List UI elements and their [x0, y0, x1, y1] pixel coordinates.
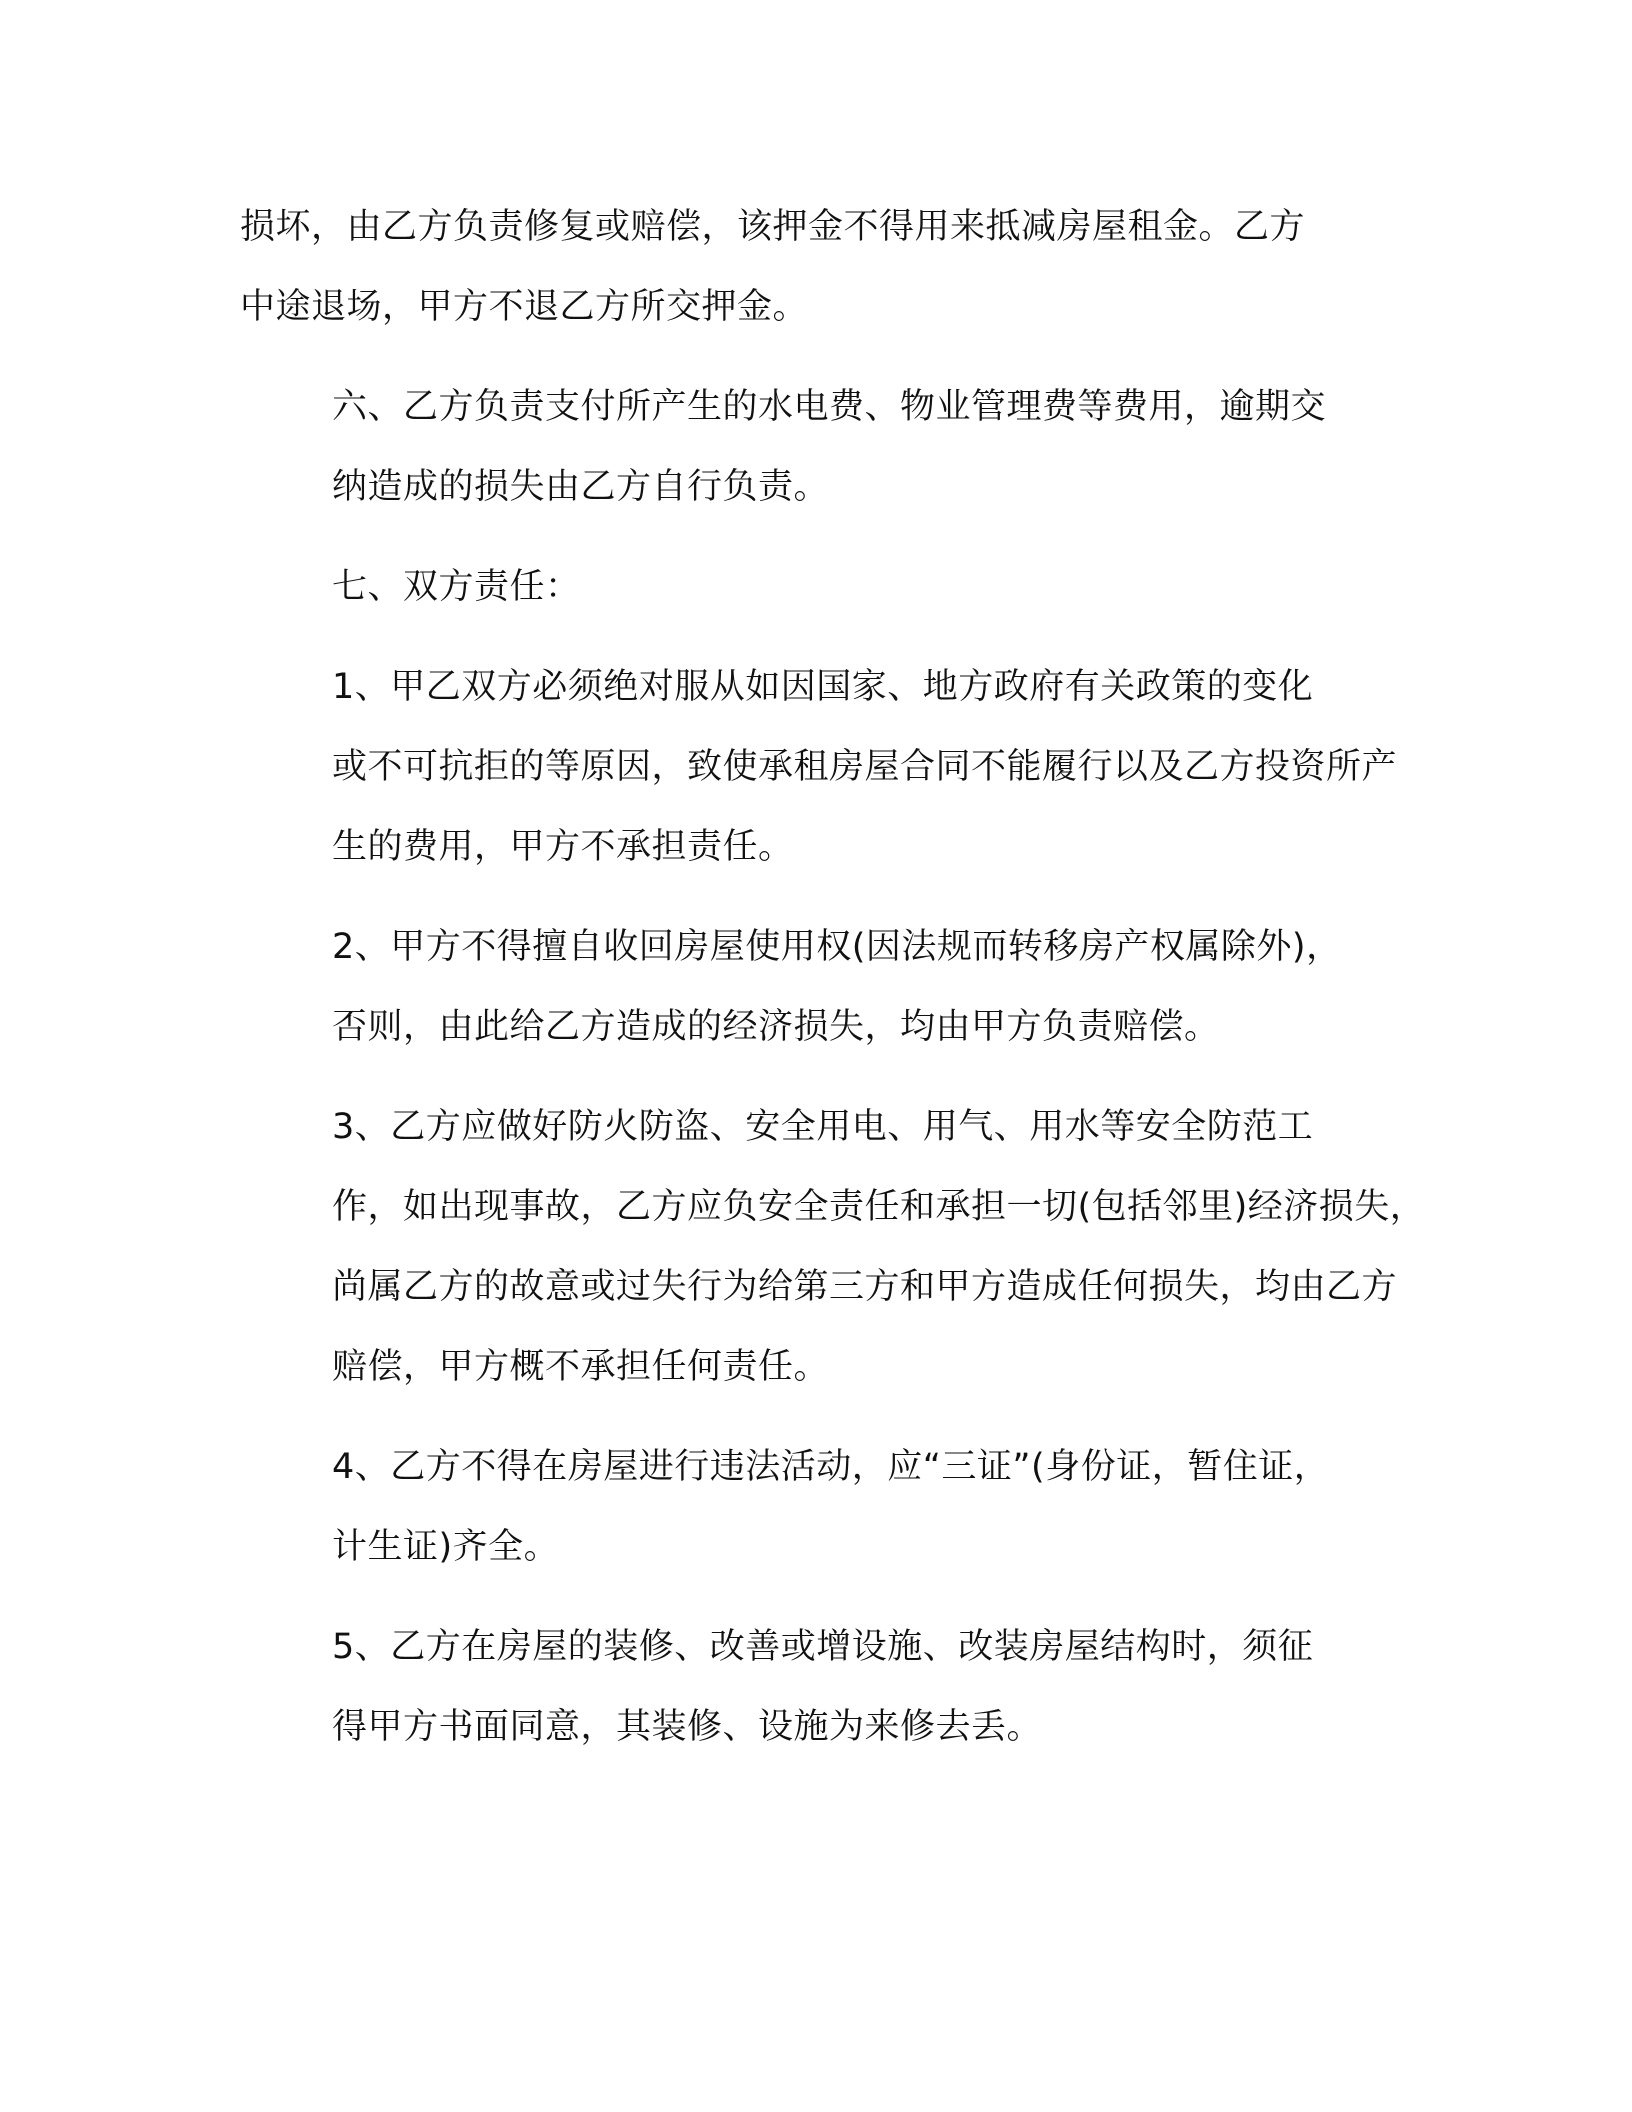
text-line: 5、乙方在房屋的装修、改善或增设施、改装房屋结构时，须征: [332, 1627, 1314, 1667]
text-line: 生的费用，甲方不承担责任。: [332, 827, 794, 867]
paragraph-item-3: [240, 1087, 1426, 1407]
text-line: 中途退场，甲方不退乙方所交押金。: [240, 287, 809, 327]
text-line: 得甲方书面同意，其装修、设施为来修去丢。: [332, 1707, 1043, 1747]
text-line: 3、乙方应做好防火防盗、安全用电、用气、用水等安全防范工: [332, 1107, 1314, 1147]
paragraph-item-2: [240, 907, 1412, 1067]
text-line: 计生证)齐全。: [332, 1527, 560, 1567]
text-line: 1、甲乙双方必须绝对服从如因国家、地方政府有关政策的变化: [332, 667, 1314, 707]
text-line: 纳造成的损失由乙方自行负责。: [332, 467, 830, 507]
paragraph-item-1: [240, 647, 1412, 887]
text-line: 尚属乙方的故意或过失行为给第三方和甲方造成任何损失，均由乙方: [332, 1267, 1398, 1307]
text-line: 赔偿，甲方概不承担任何责任。: [332, 1347, 830, 1387]
text-line: 作，如出现事故，乙方应负安全责任和承担一切(包括邻里)经济损失，: [332, 1187, 1426, 1227]
text-line: 4、乙方不得在房屋进行违法活动，应“三证”(身份证，暂住证，: [332, 1447, 1330, 1487]
document-body: [240, 187, 1426, 1767]
text-line: 2、甲方不得擅自收回房屋使用权(因法规而转移房产权属除外)，: [332, 927, 1342, 967]
text-line: 七、双方责任：: [332, 567, 581, 607]
paragraph-item-4: [240, 1427, 1412, 1587]
text-line: 否则，由此给乙方造成的经济损失，均由甲方负责赔偿。: [332, 1007, 1220, 1047]
text-line: 损坏，由乙方负责修复或赔偿，该押金不得用来抵减房屋租金。乙方: [240, 207, 1306, 247]
text-line: 六、乙方负责支付所产生的水电费、物业管理费等费用，逾期交: [332, 387, 1327, 427]
paragraph-deposit-clause: [240, 187, 1412, 347]
paragraph-clause-7-heading: [240, 547, 1412, 627]
paragraph-clause-6: [240, 367, 1412, 527]
text-line: 或不可抗拒的等原因，致使承租房屋合同不能履行以及乙方投资所产: [332, 747, 1398, 787]
paragraph-item-5: [240, 1607, 1412, 1767]
